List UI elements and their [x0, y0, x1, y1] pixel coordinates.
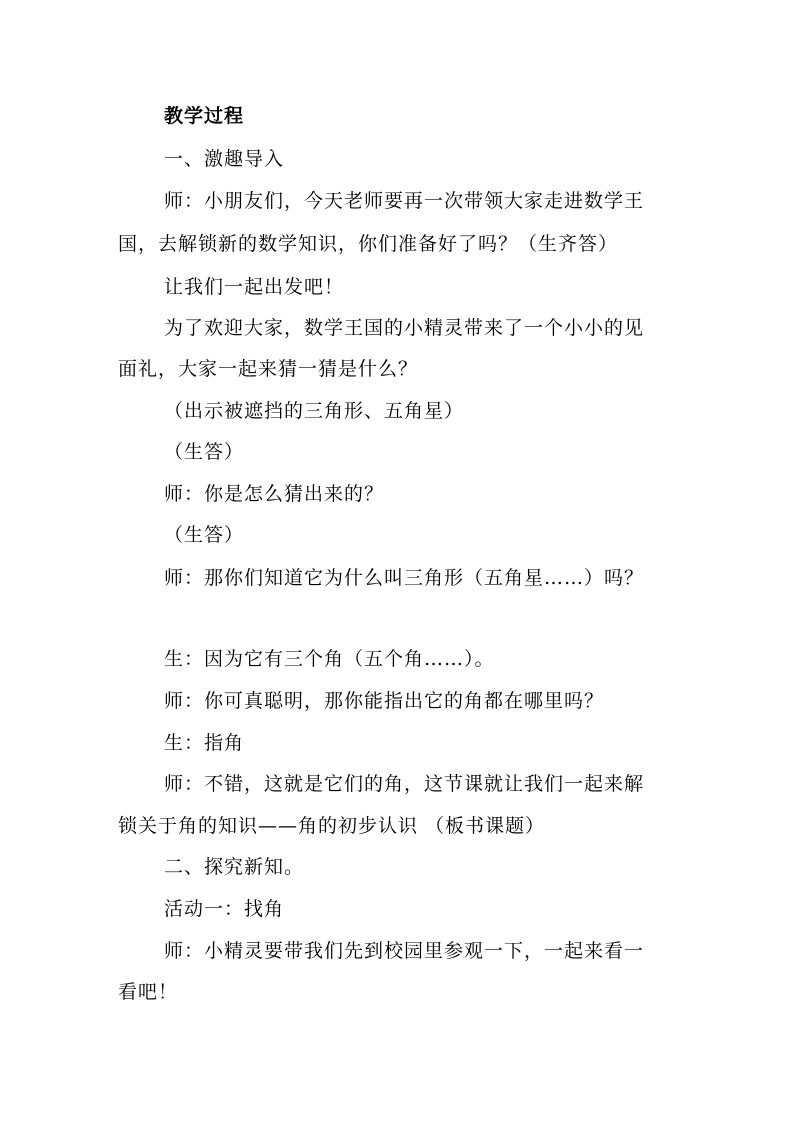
section-title: 一、激趣导入: [164, 148, 285, 170]
paragraph-line: 师：不错，这就是它们的角，这节课就让我们一起来解: [164, 773, 645, 795]
paragraph-line: 师：你可真聪明，那你能指出它的角都在哪里吗？: [164, 690, 605, 712]
activity-title: 活动一：找角: [164, 898, 285, 920]
paragraph-line: 面礼，大家一起来猜一猜是什么？: [118, 358, 419, 380]
paragraph-line: 看吧！: [118, 981, 179, 1003]
paragraph-line: 师：小精灵要带我们先到校园里参观一下，一起来看一: [164, 940, 645, 962]
paragraph-line: 师：你是怎么猜出来的？: [164, 483, 385, 505]
paragraph-line: 为了欢迎大家，数学王国的小精灵带来了一个小小的见: [164, 317, 645, 339]
paragraph-line: （生答）: [164, 524, 245, 546]
paragraph-line: 生：指角: [164, 732, 245, 754]
section-heading: 教学过程: [164, 105, 245, 127]
paragraph-line: 锁关于角的知识——角的初步认识 （板书课题）: [118, 815, 546, 837]
paragraph-line: 生：因为它有三个角（五个角……）。: [164, 648, 495, 670]
paragraph-line: 让我们一起出发吧！: [164, 276, 345, 298]
paragraph-line: 师：那你们知道它为什么叫三角形（五角星……）吗？: [164, 567, 645, 589]
section-title: 二、探究新知。: [164, 856, 305, 878]
paragraph-line: （生答）: [164, 441, 245, 463]
paragraph-line: 国，去解锁新的数学知识，你们准备好了吗？（生齐答）: [118, 233, 619, 255]
paragraph-line: （出示被遮挡的三角形、五角星）: [164, 400, 465, 422]
paragraph-line: 师：小朋友们，今天老师要再一次带领大家走进数学王: [164, 190, 645, 212]
